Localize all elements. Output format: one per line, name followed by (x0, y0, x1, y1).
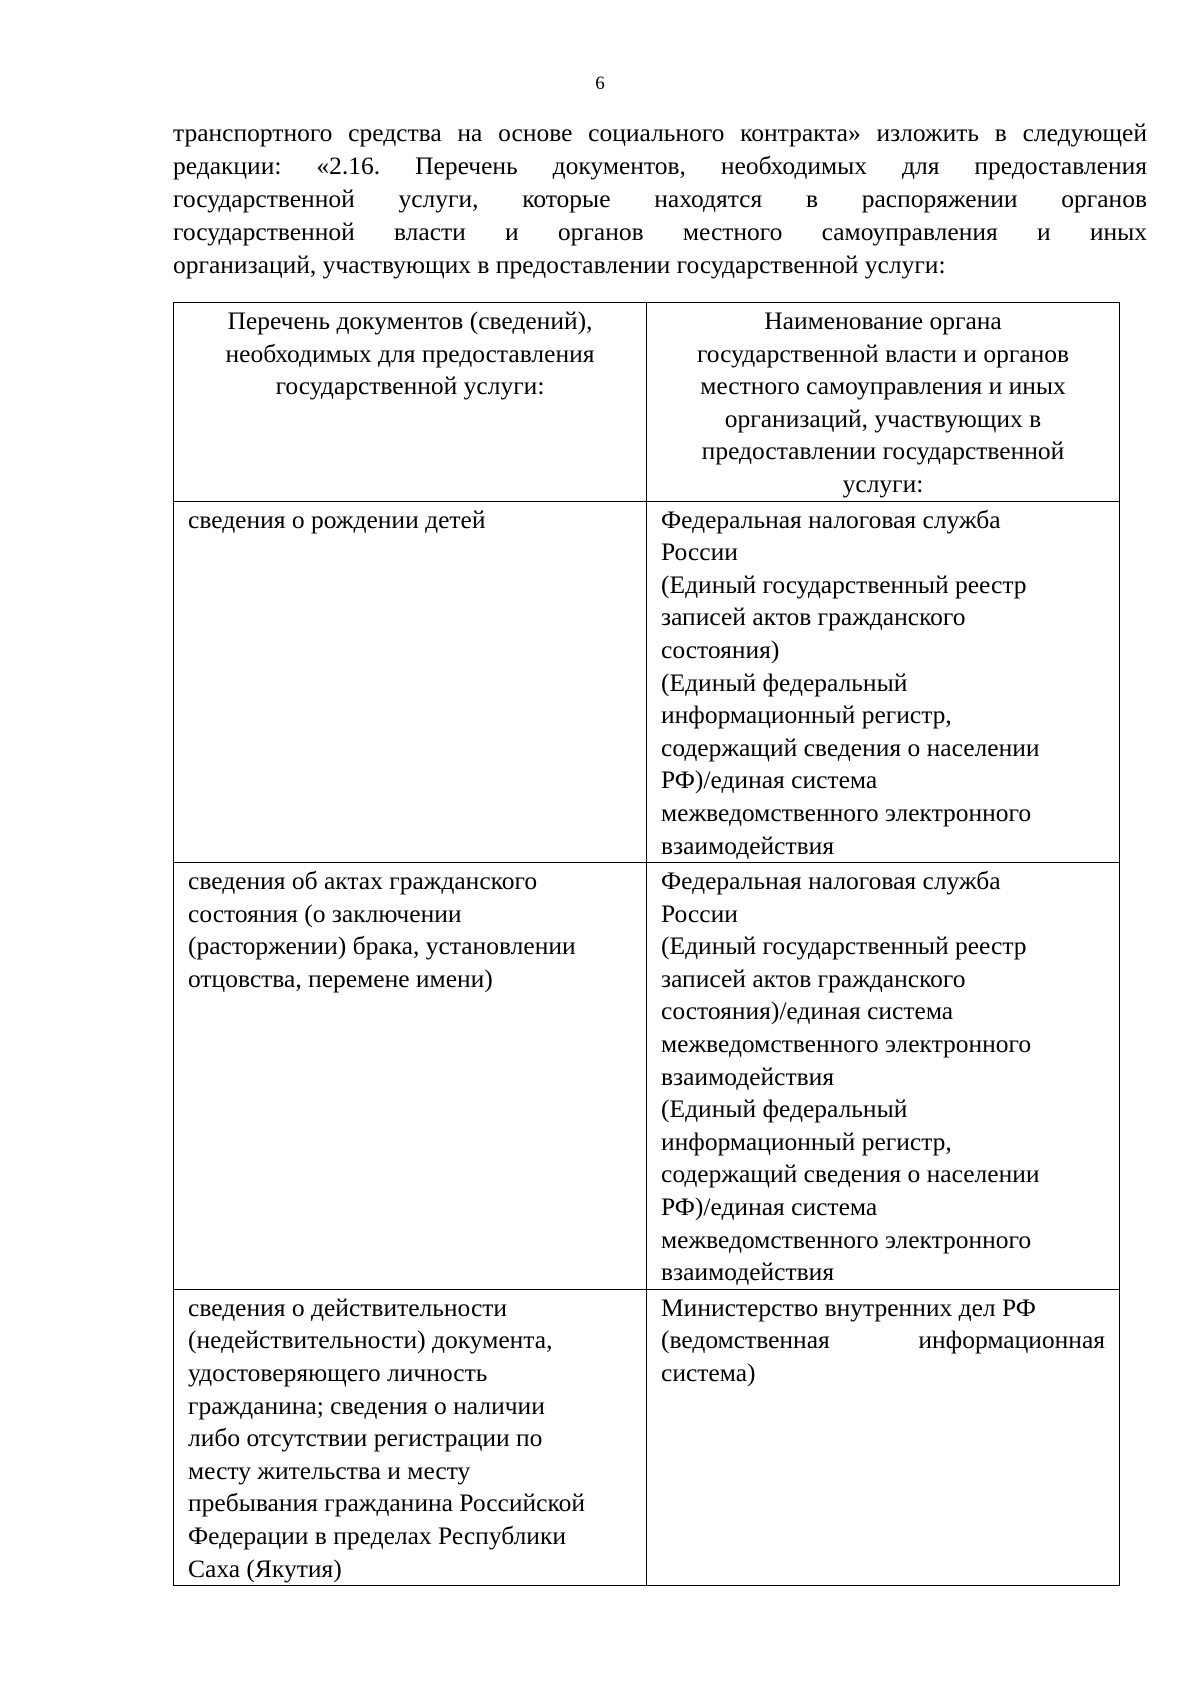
cell-line: состояния)/единая система (661, 996, 954, 1026)
header-authority (647, 303, 1120, 502)
authority-cell (647, 501, 1120, 863)
cell-line: (недействительности) документа, (188, 1325, 553, 1355)
cell-line: (Единый государственный реестр (661, 569, 1027, 599)
cell-line: сведения об актах гражданского (188, 866, 538, 896)
cell-line: (Единый государственный реестр (661, 931, 1027, 961)
cell-line: либо отсутствии регистрации по (188, 1423, 543, 1453)
header-line: местного самоуправления и иных (700, 371, 1066, 401)
cell-line: Федерации в пределах Республики (188, 1520, 566, 1550)
cell-line: гражданина; сведения о наличии (188, 1390, 545, 1420)
table-row (174, 1289, 1120, 1585)
cell-line: взаимодействия (661, 830, 835, 860)
cell-line: сведения о действительности (188, 1292, 508, 1322)
header-line: государственной власти и органов (696, 338, 1070, 368)
header-line: предоставлении государственной (701, 436, 1065, 466)
cell-line: России (661, 898, 738, 928)
table-row (174, 501, 1120, 863)
cell-line: России (661, 537, 738, 567)
cell-line: (Единый федеральный (661, 667, 908, 697)
header-line: Перечень документов (сведений), (227, 306, 593, 335)
cell-line: Федеральная налоговая служба (661, 504, 1001, 534)
cell-line: содержащий сведения о населении (661, 1159, 1040, 1189)
cell-line: межведомственного электронного (661, 1224, 1032, 1254)
cell-line: межведомственного электронного (661, 797, 1032, 827)
cell-line: месту жительства и месту (188, 1455, 471, 1485)
intro-line: транспортного средства на основе социального контракта» изложить в следующей (173, 118, 1147, 147)
header-line: Наименование органа (764, 306, 1002, 335)
authority-cell (647, 863, 1120, 1290)
cell-line: удостоверяющего личность (188, 1358, 488, 1387)
cell-line: сведения о рождении детей (188, 504, 486, 534)
cell-line: отцовства, перемене имени) (188, 963, 493, 993)
intro-line: государственной услуги, которые находятся в распоряжении органов (173, 184, 1147, 213)
cell-line: записей актов гражданского (661, 963, 966, 993)
cell-line: (расторжении) брака, установлении (188, 931, 576, 961)
intro-line: редакции: «2.16. Перечень документов, необходимых для предоставления (173, 151, 1147, 180)
cell-line: Федеральная налоговая служба (661, 866, 1001, 896)
cell-line: записей актов гражданского (661, 602, 966, 632)
authority-cell (647, 1289, 1120, 1585)
table-header-row (174, 303, 1120, 502)
cell-line: РФ)/единая система (661, 1192, 878, 1222)
cell-line: система) (661, 1358, 756, 1387)
cell-line: (Единый федеральный (661, 1094, 908, 1124)
cell-line: содержащий сведения о населении (661, 732, 1040, 762)
document-cell (174, 1289, 647, 1585)
cell-line: состояния (о заключении (188, 898, 462, 928)
intro-line: государственной власти и органов местного самоуправления и иных (173, 217, 1147, 246)
cell-line: РФ)/единая система (661, 765, 878, 795)
header-documents (174, 303, 647, 502)
intro-paragraph (173, 116, 1147, 281)
cell-line: взаимодействия (661, 1257, 835, 1287)
cell-line: взаимодействия (661, 1061, 835, 1091)
documents-table (173, 302, 1120, 1586)
cell-line: межведомственного электронного (661, 1029, 1032, 1059)
header-line: государственной услуги: (275, 371, 545, 401)
table-row (174, 863, 1120, 1290)
cell-line: пребывания гражданина Российской (188, 1488, 585, 1518)
document-cell (174, 501, 647, 863)
header-line: организаций, участвующих в (724, 403, 1042, 433)
cell-line: состояния) (661, 634, 780, 664)
cell-line: Саха (Якутия) (188, 1553, 342, 1583)
header-line: необходимых для предоставления (225, 338, 595, 368)
header-line: услуги: (842, 468, 924, 498)
cell-line: информационный регистр, (661, 700, 952, 730)
cell-line: Министерство внутренних дел РФ (661, 1292, 1036, 1322)
cell-line: (ведомственная информационная (661, 1325, 1105, 1355)
page-number: 6 (595, 73, 605, 94)
intro-line: организаций, участвующих в предоставлении государственной услуги: (173, 250, 946, 279)
cell-line: информационный регистр, (661, 1126, 952, 1156)
document-cell (174, 863, 647, 1290)
